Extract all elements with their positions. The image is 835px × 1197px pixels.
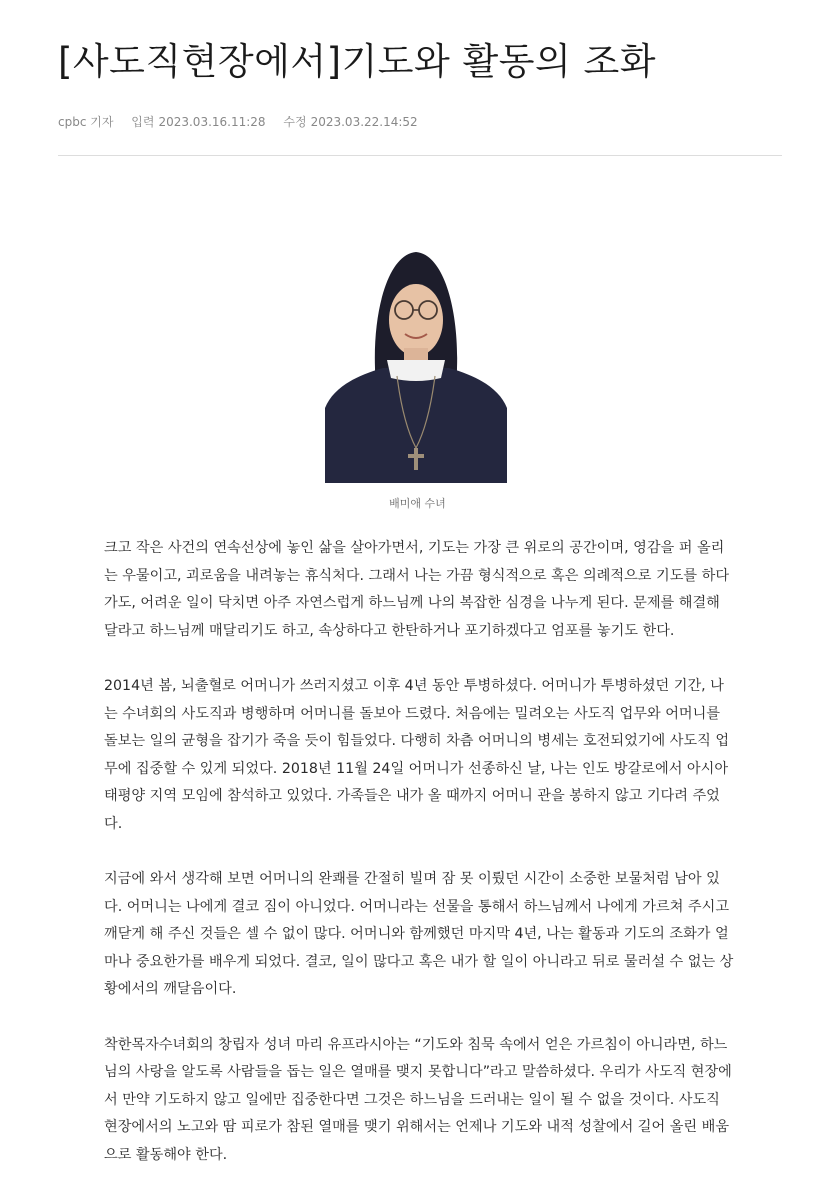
article-meta (58, 112, 432, 132)
article-body (104, 535, 736, 1197)
portrait-image (325, 248, 507, 483)
published-label: 입력 (131, 115, 155, 129)
header-divider (58, 155, 782, 156)
paragraph: 지금에 와서 생각해 보면 어머니의 완쾌를 간절히 빌며 잠 못 이뤘던 시간이 소중한 보물처럼 남아 있다. 어머니는 나에게 결코 짐이 아니었다. 어머니라는 선물을 통해서 하느님께서 나에게 가르쳐 주시고 깨닫게 해 주신 것들은 셀 수 없이 많다. 어머니와 함께했던 마지막 4년, 나는 활동과 기도의 조화가 얼마나 중요한가를 배우게 되었다. 결코, 일이 많다고 혹은 내가 할 일이 아니라고 뒤로 물러설 수 없는 상황에서의 깨달음이다. (104, 871, 734, 997)
modified-label: 수정 (283, 115, 307, 129)
paragraph: 2014년 봄, 뇌출혈로 어머니가 쓰러지셨고 이후 4년 동안 투병하셨다. 어머니가 투병하셨던 기간, 나는 수녀회의 사도직과 병행하며 어머니를 돌보아 드렸다. 처음에는 밀려오는 사도직 업무와 어머니를 돌보는 일의 균형을 잡기가 죽을 듯이 힘들었다. 다행히 차츰 어머니의 병세는 호전되었기에 사도직 업무에 집중할 수 있게 되었다. 2018년 11월 24일 어머니가 선종하신 날, 나는 인도 방갈로에서 아시아 태평양 지역 모임에 참석하고 있었다. 가족들은 내가 올 때까지 어머니 관을 봉하지 않고 기다려 주었다. (104, 678, 730, 832)
paragraph: 착한목자수녀회의 창립자 성녀 마리 유프라시아는 “기도와 침묵 속에서 얻은 가르침이 아니라면, 하느님의 사랑을 알도록 사람들을 돕는 일은 열매를 맺지 못합니다”라고 말씀하셨다. 우리가 사도직 현장에서 만약 기도하지 않고 일에만 집중한다면 그것은 하느님을 드러내는 일이 될 수 없을 것이다. 사도직 현장에서의 노고와 땀 피로가 참된 열매를 맺기 위해서는 언제나 기도와 내적 성찰에서 길어 올린 배움으로 활동해야 한다. (104, 1036, 732, 1163)
paragraph: 크고 작은 사건의 연속선상에 놓인 삶을 살아가면서, 기도는 가장 큰 위로의 공간이며, 영감을 퍼 올리는 우물이고, 괴로움을 내려놓는 휴식처다. 그래서 나는 가끔 형식적으로 혹은 의례적으로 기도를 하다가도, 어려운 일이 닥치면 아주 자연스럽게 하느님께 나의 복잡한 심경을 나누게 된다. 문제를 해결해 달라고 하느님께 매달리기도 하고, 속상하다고 한탄하거나 포기하겠다고 엄포를 놓기도 한다. (104, 540, 730, 639)
article-title: [사도직현장에서]기도와 활동의 조화 (58, 40, 657, 83)
modified-date: 2023.03.22.14:52 (310, 115, 418, 129)
photo-caption: 배미애 수녀 (389, 497, 446, 510)
author: cpbc 기자 (58, 115, 114, 129)
published-date: 2023.03.16.11:28 (158, 115, 266, 129)
article-photo[interactable] (325, 248, 507, 483)
